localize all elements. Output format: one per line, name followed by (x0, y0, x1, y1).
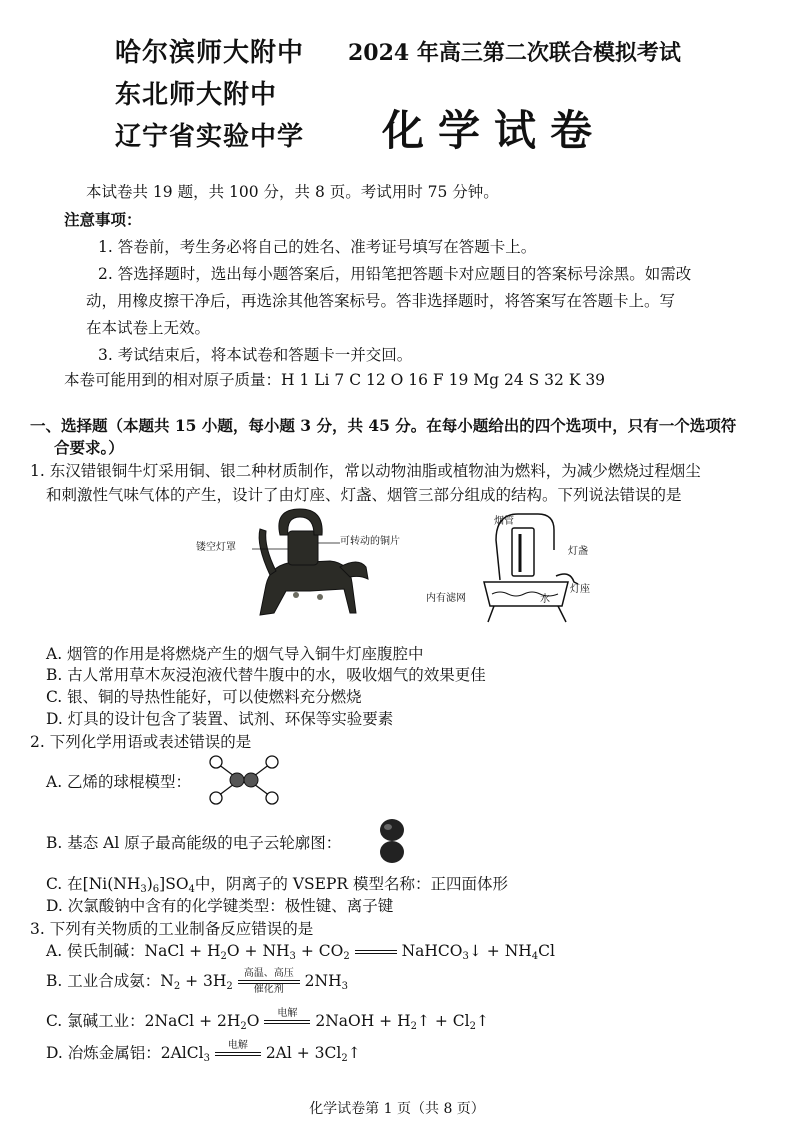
p-orbital-dumbbell (374, 818, 410, 864)
page-footer: 化学试卷第 1 页（共 8 页） (309, 1101, 485, 1117)
label-filter: 内有滤网 (426, 593, 466, 604)
label-water: 水 (540, 594, 550, 605)
note-item-1: 1. 答卷前，考生务必将自己的姓名、准考证号填写在答题卡上。 (98, 238, 537, 256)
label-rotating-copper: 可转动的铜片 (340, 536, 400, 547)
q1-option-a: A. 烟管的作用是将燃烧产生的烟气导入铜牛灯座腹腔中 (46, 645, 424, 663)
q2-option-c: C. 在$[Ni(NH_3)_6]SO_4$中，阴离子的 VSEPR 模型名称：正四面体形 (46, 875, 509, 895)
note-item-2-cont: 动，用橡皮擦干净后，再选涂其他答案标号。答非选择题时，将答案写在答题卡上。写 (86, 292, 676, 310)
q1-option-d: D. 灯具的设计包含了装置、试剂、环保等实验要素 (46, 710, 394, 728)
label-smoke-tube: 烟管 (494, 516, 514, 527)
q1-stem-cont: 和刺激性气味气体的产生，设计了由灯座、灯盏、烟管三部分组成的结构。下列说法错误的是 (46, 486, 682, 504)
q3-option-d: D. 冶炼金属铝：2AlCl$_3$ 电解 $2Al + 3Cl_2↑$ (46, 1040, 361, 1064)
q1-stem: 1. 东汉错银铜牛灯采用铜、银二种材质制作，常以动物油脂或植物油为燃料，为减少燃烧过程烟尘 (30, 462, 701, 480)
q2-option-d: D. 次氯酸钠中含有的化学键类型：极性键、离子键 (46, 897, 394, 915)
note-item-2-end: 在本试卷上无效。 (86, 319, 211, 337)
subject-title: 化学试卷 (382, 106, 607, 155)
school-name-2: 东北师大附中 (115, 80, 278, 110)
q3-option-b: B. 工业合成氨：$N_2 + 3H_2$ 高温、高压 催化剂 $2NH_3$ (46, 968, 348, 995)
label-lamp-base: 灯座 (570, 584, 590, 595)
label-hollow-shade: 镂空灯罩 (196, 542, 236, 553)
school-name-3: 辽宁省实验中学 (115, 122, 305, 152)
note-item-3: 3. 考试结束后，将本试卷和答题卡一并交回。 (98, 346, 413, 364)
school-name-1: 哈尔滨师大附中 (115, 38, 305, 68)
notes-title: 注意事项： (64, 210, 142, 229)
q3-option-a: A. 侯氏制碱：NaCl + $H_2O + NH_3 + CO_2$ NaHCO$_3$↓ + $NH_4Cl$ (46, 942, 555, 962)
q3-option-c: C. 氯碱工业：2NaCl + $2H_2O$ 电解 2NaOH + $H_2↑$ + $Cl_2↑$ (46, 1008, 489, 1032)
note-item-2: 2. 答选择题时，选出每小题答案后，用铅笔把答题卡对应题目的答案标号涂黑。如需改 (98, 265, 692, 283)
label-lamp-dish: 灯盏 (568, 546, 588, 557)
q2-option-a: A. 乙烯的球棍模型： (46, 773, 192, 791)
q1-option-b: B. 古人常用草木灰浸泡液代替牛腹中的水，吸收烟气的效果更佳 (46, 666, 486, 684)
section1-heading: 一、选择题（本题共 15 小题，每小题 3 分，共 45 分。在每小题给出的四个选项中，只有一个选项符 (30, 416, 737, 435)
q2-option-b: B. 基态 Al 原子最高能级的电子云轮廓图： (46, 834, 342, 852)
exam-title: 2024 年高三第二次联合模拟考试 (348, 40, 681, 66)
ethylene-ball-stick-model (204, 752, 284, 808)
bronze-ox-lamp-photo (190, 505, 430, 625)
exam-intro: 本试卷共 19 题，共 100 分，共 8 页。考试用时 75 分钟。 (86, 183, 499, 201)
section1-heading-cont: 合要求。） (54, 438, 124, 457)
lamp-structure-diagram (470, 510, 590, 628)
q2-stem: 2. 下列化学用语或表述错误的是 (30, 733, 252, 751)
q3-stem: 3. 下列有关物质的工业制备反应错误的是 (30, 920, 314, 938)
atomic-masses: 本卷可能用到的相对原子质量：H 1 Li 7 C 12 O 16 F 19 Mg 24 S 32 K 39 (64, 371, 606, 389)
q1-option-c: C. 银、铜的导热性能好，可以使燃料充分燃烧 (46, 688, 362, 706)
